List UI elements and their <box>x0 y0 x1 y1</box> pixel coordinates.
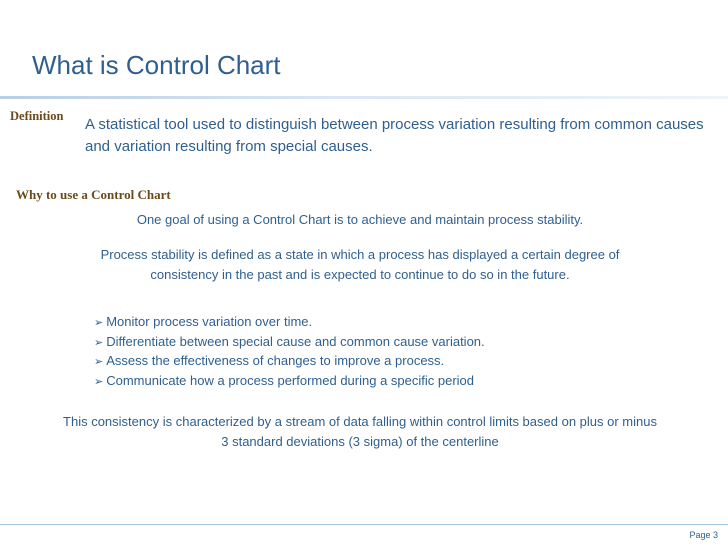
benefit-list <box>94 313 485 391</box>
page-number: Page 3 <box>689 530 718 540</box>
definition-label: Definition <box>10 109 64 123</box>
goal-text: One goal of using a Control Chart is to achieve and maintain process stability. <box>136 212 584 227</box>
arrow-bullet-icon: ➢ <box>94 356 104 368</box>
arrow-bullet-icon: ➢ <box>94 336 104 349</box>
arrow-bullet-icon: ➢ <box>94 375 104 388</box>
consistency-text: This consistency is characterized by a stream of data falling within control limits based on plus or minus 3 standard deviations (3 sigma) of the centerline <box>63 414 657 449</box>
list-item <box>94 352 485 372</box>
list-item-text: Assess the effectiveness of changes to improve a process. <box>106 353 445 368</box>
list-item <box>94 333 485 353</box>
stability-text: Process stability is defined as a state in which a process has displayed a certain degree of consistency in the past and is expected to continue to do so in the future. <box>100 247 620 282</box>
slide-title: What is Control Chart <box>32 50 281 80</box>
definition-text: A statistical tool used to distinguish between process variation resulting from common causes and variation resulting from special causes. <box>85 116 704 155</box>
list-item-text: Communicate how a process performed during a specific period <box>106 372 475 388</box>
list-item-text: Monitor process variation over time. <box>106 314 313 329</box>
list-item <box>94 313 485 333</box>
list-item-text: Differentiate between special cause and common cause variation. <box>106 333 485 349</box>
arrow-bullet-icon: ➢ <box>94 317 104 329</box>
title-divider <box>0 96 728 99</box>
footer-divider <box>0 524 728 525</box>
list-item <box>94 372 485 392</box>
why-label: Why to use a Control Chart <box>16 187 171 202</box>
